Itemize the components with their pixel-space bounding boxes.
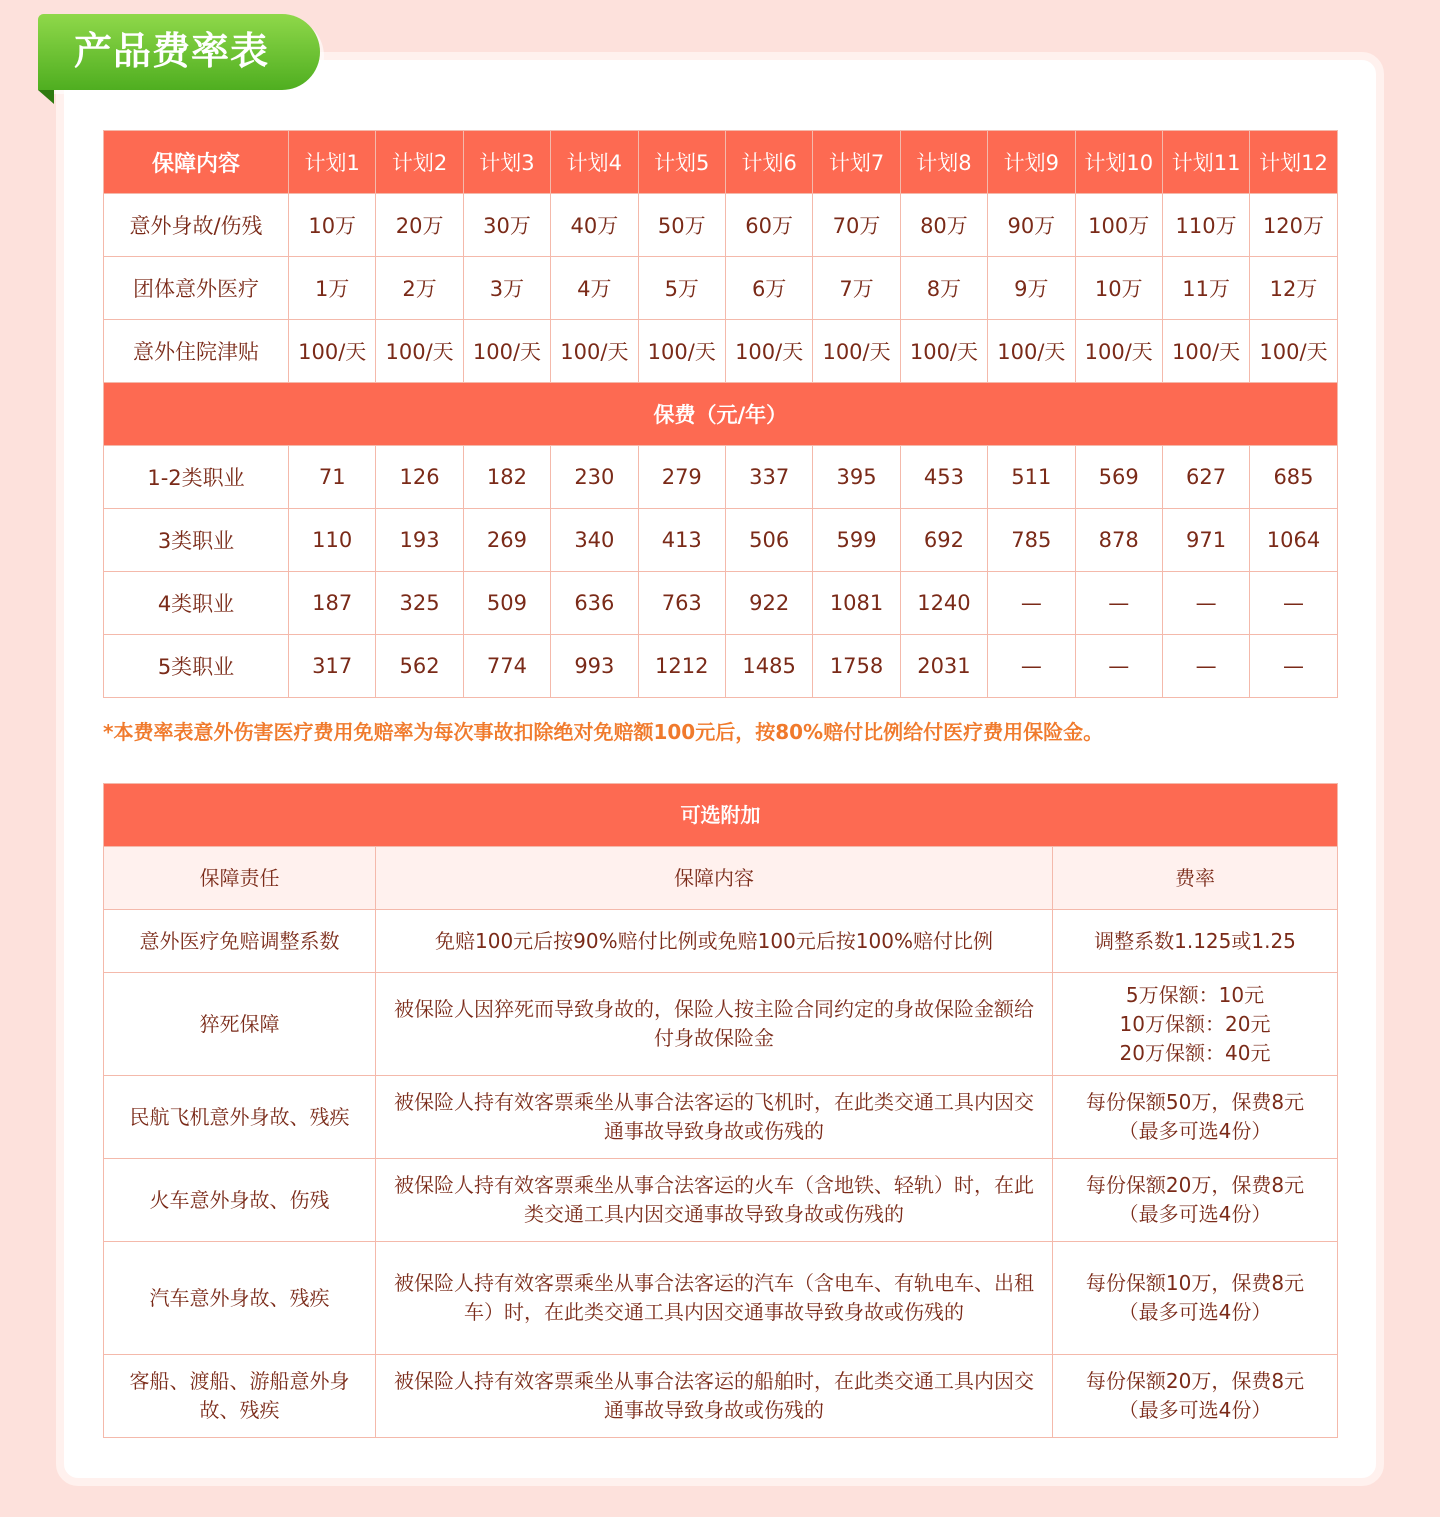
premium-cell: 413	[638, 509, 725, 572]
addon-rate-line: 每份保额20万，保费8元	[1085, 1369, 1305, 1393]
addon-table	[103, 783, 1338, 1438]
addon-row	[104, 1355, 1338, 1438]
coverage-cell: 100/天	[1075, 320, 1162, 383]
plan-header: 计划11	[1162, 131, 1249, 194]
premium-cell: 636	[551, 572, 638, 635]
coverage-label: 意外身故/伤残	[104, 194, 289, 257]
premium-cell: 509	[463, 572, 550, 635]
premium-cell: —	[1250, 572, 1337, 635]
premium-cell: 230	[551, 446, 638, 509]
occupation-label: 1-2类职业	[104, 446, 289, 509]
addon-responsibility: 汽车意外身故、残疾	[104, 1242, 376, 1355]
premium-header: 保费（元/年）	[104, 383, 1338, 446]
premium-cell: —	[1250, 635, 1337, 698]
premium-cell: 1485	[725, 635, 812, 698]
premium-cell: —	[1162, 572, 1249, 635]
premium-cell: 269	[463, 509, 550, 572]
coverage-cell: 90万	[988, 194, 1075, 257]
premium-cell: —	[1162, 635, 1249, 698]
coverage-cell: 100/天	[813, 320, 900, 383]
addon-title: 可选附加	[104, 784, 1338, 847]
plan-header: 计划5	[638, 131, 725, 194]
premium-cell: 453	[900, 446, 987, 509]
coverage-cell: 40万	[551, 194, 638, 257]
coverage-cell: 100/天	[988, 320, 1075, 383]
premium-cell: 993	[551, 635, 638, 698]
premium-cell: 774	[463, 635, 550, 698]
premium-cell: 71	[289, 446, 376, 509]
coverage-cell: 3万	[463, 257, 550, 320]
premium-cell: 325	[376, 572, 463, 635]
premium-cell: 971	[1162, 509, 1249, 572]
addon-responsibility: 客船、渡船、游船意外身故、残疾	[104, 1355, 376, 1438]
coverage-cell: 100/天	[1250, 320, 1337, 383]
premium-cell: —	[1075, 635, 1162, 698]
coverage-cell: 10万	[1075, 257, 1162, 320]
premium-cell: 126	[376, 446, 463, 509]
premium-cell: 279	[638, 446, 725, 509]
premium-cell: 922	[725, 572, 812, 635]
addon-responsibility: 民航飞机意外身故、残疾	[104, 1076, 376, 1159]
premium-cell: 395	[813, 446, 900, 509]
addon-rate-line: 每份保额50万，保费8元	[1085, 1090, 1305, 1114]
premium-cell: 785	[988, 509, 1075, 572]
addon-rate-line: （最多可选4份）	[1118, 1398, 1272, 1422]
addon-content: 被保险人持有效客票乘坐从事合法客运的火车（含地铁、轻轨）时，在此类交通工具内因交通事故导致身故或伤残的	[376, 1159, 1053, 1242]
premium-row	[104, 509, 1338, 572]
addon-rate	[1053, 1159, 1338, 1242]
addon-header-cell: 费率	[1053, 847, 1338, 910]
addon-row	[104, 910, 1338, 973]
page-title: 产品费率表	[74, 29, 270, 73]
addon-header-cell: 保障责任	[104, 847, 376, 910]
coverage-cell: 120万	[1250, 194, 1337, 257]
premium-cell: 1064	[1250, 509, 1337, 572]
coverage-cell: 50万	[638, 194, 725, 257]
coverage-cell: 100/天	[289, 320, 376, 383]
coverage-cell: 1万	[289, 257, 376, 320]
addon-content: 免赔100元后按90%赔付比例或免赔100元后按100%赔付比例	[376, 910, 1053, 973]
addon-rate-line: 10万保额：20元	[1119, 1011, 1271, 1036]
plan-header: 计划6	[725, 131, 812, 194]
coverage-cell: 100/天	[1162, 320, 1249, 383]
addon-rate-line: 调整系数1.125或1.25	[1094, 928, 1296, 953]
coverage-cell: 100/天	[463, 320, 550, 383]
rate-header-row	[104, 131, 1338, 194]
addon-rate-line: 5万保额：10元	[1125, 982, 1265, 1007]
occupation-label: 3类职业	[104, 509, 289, 572]
premium-cell: 193	[376, 509, 463, 572]
coverage-cell: 110万	[1162, 194, 1249, 257]
premium-cell: 340	[551, 509, 638, 572]
addon-header-row	[104, 847, 1338, 910]
premium-cell: 599	[813, 509, 900, 572]
premium-row	[104, 572, 1338, 635]
premium-cell: 878	[1075, 509, 1162, 572]
premium-cell: 187	[289, 572, 376, 635]
plan-header: 计划7	[813, 131, 900, 194]
premium-cell: 569	[1075, 446, 1162, 509]
coverage-cell: 11万	[1162, 257, 1249, 320]
coverage-cell: 100/天	[900, 320, 987, 383]
premium-cell: 1212	[638, 635, 725, 698]
coverage-cell: 12万	[1250, 257, 1337, 320]
addon-content: 被保险人持有效客票乘坐从事合法客运的飞机时，在此类交通工具内因交通事故导致身故或伤残的	[376, 1076, 1053, 1159]
rate-table	[103, 130, 1338, 698]
addon-title-row	[104, 784, 1338, 847]
coverage-cell: 100/天	[551, 320, 638, 383]
coverage-cell: 100/天	[725, 320, 812, 383]
addon-content: 被保险人持有效客票乘坐从事合法客运的汽车（含电车、有轨电车、出租车）时，在此类交通工具内因交通事故导致身故或伤残的	[376, 1242, 1053, 1355]
coverage-cell: 60万	[725, 194, 812, 257]
plan-header: 计划10	[1075, 131, 1162, 194]
premium-cell: —	[988, 635, 1075, 698]
premium-cell: 317	[289, 635, 376, 698]
coverage-cell: 100万	[1075, 194, 1162, 257]
coverage-label: 意外住院津贴	[104, 320, 289, 383]
coverage-label: 团体意外医疗	[104, 257, 289, 320]
plan-header: 计划8	[900, 131, 987, 194]
premium-cell: 110	[289, 509, 376, 572]
coverage-cell: 6万	[725, 257, 812, 320]
premium-cell: —	[1075, 572, 1162, 635]
occupation-label: 4类职业	[104, 572, 289, 635]
premium-cell: 685	[1250, 446, 1337, 509]
premium-cell: 506	[725, 509, 812, 572]
premium-cell: 337	[725, 446, 812, 509]
premium-cell: 2031	[900, 635, 987, 698]
coverage-cell: 9万	[988, 257, 1075, 320]
premium-cell: 182	[463, 446, 550, 509]
coverage-cell: 30万	[463, 194, 550, 257]
coverage-cell: 20万	[376, 194, 463, 257]
coverage-cell: 100/天	[376, 320, 463, 383]
addon-rate	[1053, 1242, 1338, 1355]
coverage-cell: 5万	[638, 257, 725, 320]
coverage-cell: 2万	[376, 257, 463, 320]
addon-row	[104, 1242, 1338, 1355]
addon-rate	[1053, 1076, 1338, 1159]
premium-row	[104, 446, 1338, 509]
addon-rate-line: （最多可选4份）	[1118, 1202, 1272, 1226]
premium-row	[104, 635, 1338, 698]
addon-responsibility: 意外医疗免赔调整系数	[104, 910, 376, 973]
premium-cell: 562	[376, 635, 463, 698]
coverage-cell: 4万	[551, 257, 638, 320]
addon-rate	[1053, 973, 1338, 1076]
coverage-cell: 70万	[813, 194, 900, 257]
addon-row	[104, 973, 1338, 1076]
premium-cell: 1240	[900, 572, 987, 635]
coverage-cell: 7万	[813, 257, 900, 320]
addon-rate-line: 每份保额10万，保费8元	[1085, 1271, 1305, 1295]
corner-label: 保障内容	[104, 131, 289, 194]
rate-note: *本费率表意外伤害医疗费用免赔率为每次事故扣除绝对免赔额100元后，按80%赔付比例给付医疗费用保险金。	[103, 720, 1104, 744]
addon-rate-line: （最多可选4份）	[1118, 1300, 1272, 1324]
premium-cell: 511	[988, 446, 1075, 509]
title-tab-fold	[38, 90, 54, 104]
addon-row	[104, 1076, 1338, 1159]
addon-responsibility: 火车意外身故、伤残	[104, 1159, 376, 1242]
addon-header-cell: 保障内容	[376, 847, 1053, 910]
coverage-row	[104, 194, 1338, 257]
plan-header: 计划4	[551, 131, 638, 194]
premium-cell: —	[988, 572, 1075, 635]
addon-responsibility: 猝死保障	[104, 973, 376, 1076]
plan-header: 计划9	[988, 131, 1075, 194]
coverage-row	[104, 320, 1338, 383]
addon-rate-line: （最多可选4份）	[1118, 1119, 1272, 1143]
addon-rate-line: 每份保额20万，保费8元	[1085, 1173, 1305, 1197]
addon-content: 被保险人持有效客票乘坐从事合法客运的船舶时，在此类交通工具内因交通事故导致身故或伤残的	[376, 1355, 1053, 1438]
coverage-cell: 100/天	[638, 320, 725, 383]
plan-header: 计划3	[463, 131, 550, 194]
premium-band-row	[104, 383, 1338, 446]
addon-content: 被保险人因猝死而导致身故的，保险人按主险合同约定的身故保险金额给付身故保险金	[376, 973, 1053, 1076]
plan-header: 计划2	[376, 131, 463, 194]
coverage-cell: 10万	[289, 194, 376, 257]
coverage-cell: 80万	[900, 194, 987, 257]
addon-rate	[1053, 910, 1338, 973]
addon-row	[104, 1159, 1338, 1242]
premium-cell: 763	[638, 572, 725, 635]
premium-cell: 1758	[813, 635, 900, 698]
occupation-label: 5类职业	[104, 635, 289, 698]
plan-header: 计划12	[1250, 131, 1337, 194]
premium-cell: 1081	[813, 572, 900, 635]
premium-cell: 627	[1162, 446, 1249, 509]
addon-rate	[1053, 1355, 1338, 1438]
title-tab	[38, 14, 320, 90]
coverage-cell: 8万	[900, 257, 987, 320]
plan-header: 计划1	[289, 131, 376, 194]
addon-rate-line: 20万保额：40元	[1119, 1040, 1271, 1065]
premium-cell: 692	[900, 509, 987, 572]
coverage-row	[104, 257, 1338, 320]
